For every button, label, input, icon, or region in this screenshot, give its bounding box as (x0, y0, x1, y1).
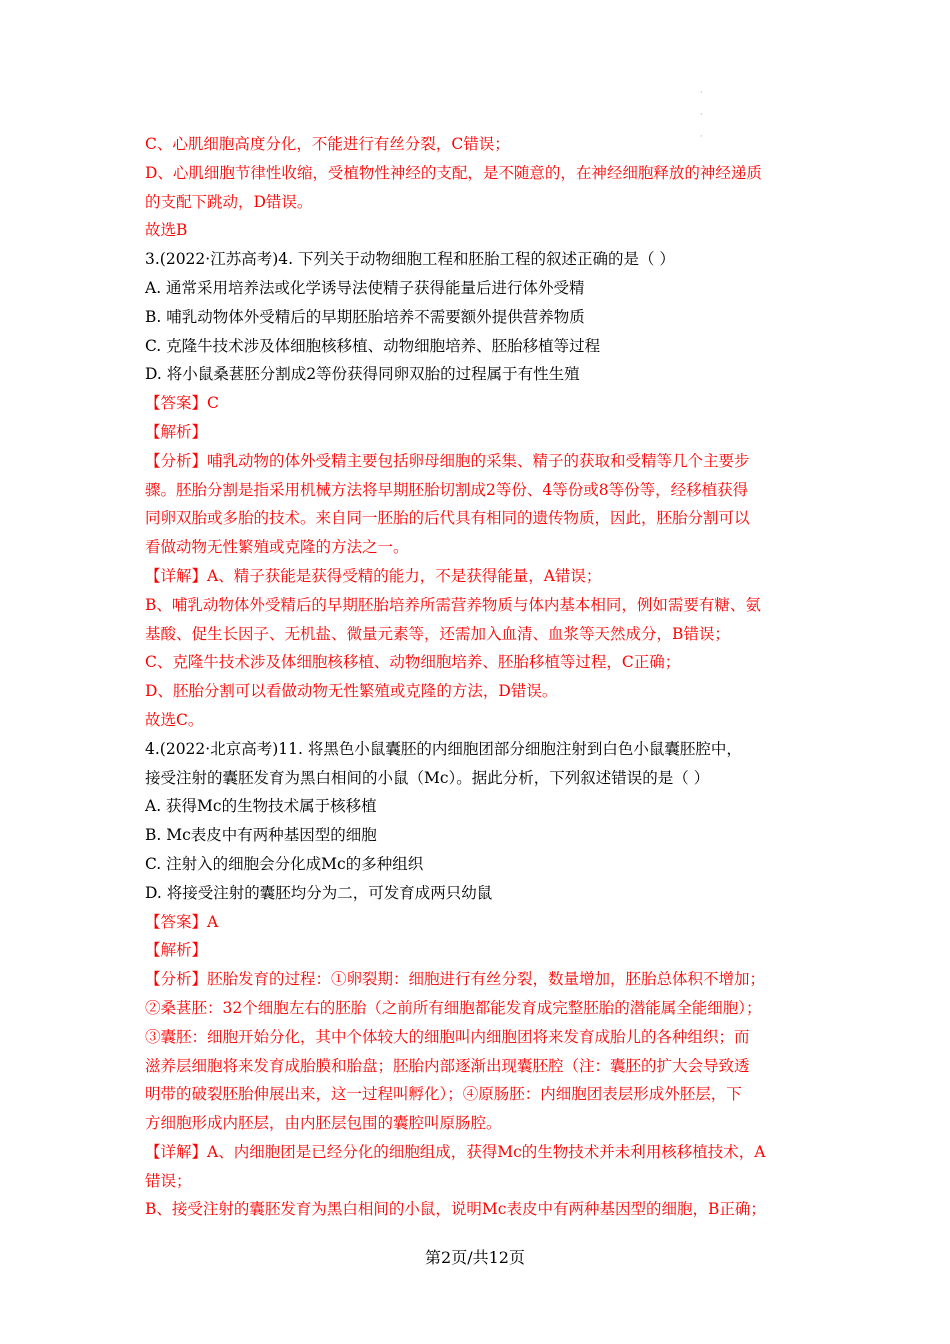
answer-text-line: 【详解】A、内细胞团是已经分化的细胞组成，获得Mc的生物技术并未利用核移植技术，A (145, 1142, 766, 1161)
question-text-line: D. 将小鼠桑葚胚分割成2等份获得同卵双胎的过程属于有性生殖 (145, 365, 580, 384)
question-text-line: 接受注射的囊胚发育为黑白相间的小鼠（Mc）。据此分析，下列叙述错误的是（ ） (145, 768, 710, 787)
question-text-line: B. 哺乳动物体外受精后的早期胚胎培养不需要额外提供营养物质 (145, 307, 585, 326)
answer-text-line: ②桑葚胚：32个细胞左右的胚胎（之前所有细胞都能发育成完整胚胎的潜能属全能细胞）； (145, 998, 762, 1017)
question-text-line: A. 获得Mc的生物技术属于核移植 (145, 797, 377, 816)
answer-text-line: 故选B (145, 221, 188, 240)
answer-text-line: 错误； (145, 1171, 192, 1190)
question-text-line: C. 克隆牛技术涉及体细胞核移植、动物细胞培养、胚胎移植等过程 (145, 336, 601, 355)
answer-text-line: 【分析】胚胎发育的过程：①卵裂期：细胞进行有丝分裂，数量增加，胚胎总体积不增加； (145, 970, 766, 989)
answer-text-line: 【详解】A、精子获能是获得受精的能力，不是获得能量，A错误； (145, 566, 602, 585)
answer-text-line: 看做动物无性繁殖或克隆的方法之一。 (145, 538, 409, 557)
answer-text-line: B、哺乳动物体外受精后的早期胚胎培养所需营养物质与体内基本相同，例如需要有糖、氨 (145, 595, 761, 614)
answer-text-line: D、心肌细胞节律性收缩，受植物性神经的支配，是不随意的，在神经细胞释放的神经递质 (145, 163, 762, 182)
answer-text-line: 的支配下跳动，D错误。 (145, 192, 313, 211)
answer-text-line: 骤。胚胎分割是指采用机械方法将早期胚胎切割成2等份、4等份或8等份等，经移植获得 (145, 480, 749, 499)
question-text-line: 4.(2022·北京高考)11. 将黑色小鼠囊胚的内细胞团部分细胞注射到白色小鼠囊胚腔中， (145, 739, 742, 758)
answer-text-line: 滋养层细胞将来发育成胎膜和胎盘；胚胎内部逐渐出现囊胚腔（注：囊胚的扩大会导致透 (145, 1056, 750, 1075)
answer-text-line: 【解析】 (145, 941, 208, 960)
answer-text-line: 【答案】A (145, 912, 219, 931)
answer-text-line: C、克隆牛技术涉及体细胞核移植、动物细胞培养、胚胎移植等过程，C正确； (145, 653, 681, 672)
answer-text-line: ③囊胚：细胞开始分化，其中个体较大的细胞叫内细胞团将来发育成胎儿的各种组织；而 (145, 1027, 750, 1046)
question-text-line: B. Mc表皮中有两种基因型的细胞 (145, 826, 377, 845)
answer-text-line: 故选C。 (145, 710, 204, 729)
answer-text-line: B、接受注射的囊胚发育为黑白相间的小鼠，说明Mc表皮中有两种基因型的细胞，B正确； (145, 1200, 766, 1219)
answer-text-line: 同卵双胎或多胎的技术。来自同一胚胎的后代具有相同的遗传物质，因此，胚胎分割可以 (145, 509, 750, 528)
answer-text-line: D、胚胎分割可以看做动物无性繁殖或克隆的方法，D错误。 (145, 682, 558, 701)
answer-text-line: 方细胞形成内胚层，由内胚层包围的囊腔叫原肠腔。 (145, 1114, 502, 1133)
answer-text-line: 【解析】 (145, 422, 208, 441)
document-body (145, 130, 815, 1224)
answer-text-line: 【答案】C (145, 394, 219, 413)
answer-text-line: 明带的破裂胚胎伸展出来，这一过程叫孵化）；④原肠胚：内细胞团表层形成外胚层，下 (145, 1085, 742, 1104)
question-text-line: 3.(2022·江苏高考)4. 下列关于动物细胞工程和胚胎工程的叙述正确的是（ ） (145, 250, 675, 269)
question-text-line: D. 将接受注射的囊胚均分为二，可发育成两只幼鼠 (145, 883, 493, 902)
answer-text-line: 【分析】哺乳动物的体外受精主要包括卵母细胞的采集、精子的获取和受精等几个主要步 (145, 451, 750, 470)
page-footer: 第2页/共12页 (425, 1248, 525, 1267)
answer-text-line: 基酸、促生长因子、无机盐、微量元素等，还需加入血清、血浆等天然成分，B错误； (145, 624, 730, 643)
answer-text-line: C、心肌细胞高度分化，不能进行有丝分裂，C错误； (145, 135, 510, 153)
question-text-line: C. 注射入的细胞会分化成Mc的多种组织 (145, 854, 424, 873)
question-text-line: A. 通常采用培养法或化学诱导法使精子获得能量后进行体外受精 (145, 278, 585, 297)
margin-marks: · · · (700, 88, 703, 141)
